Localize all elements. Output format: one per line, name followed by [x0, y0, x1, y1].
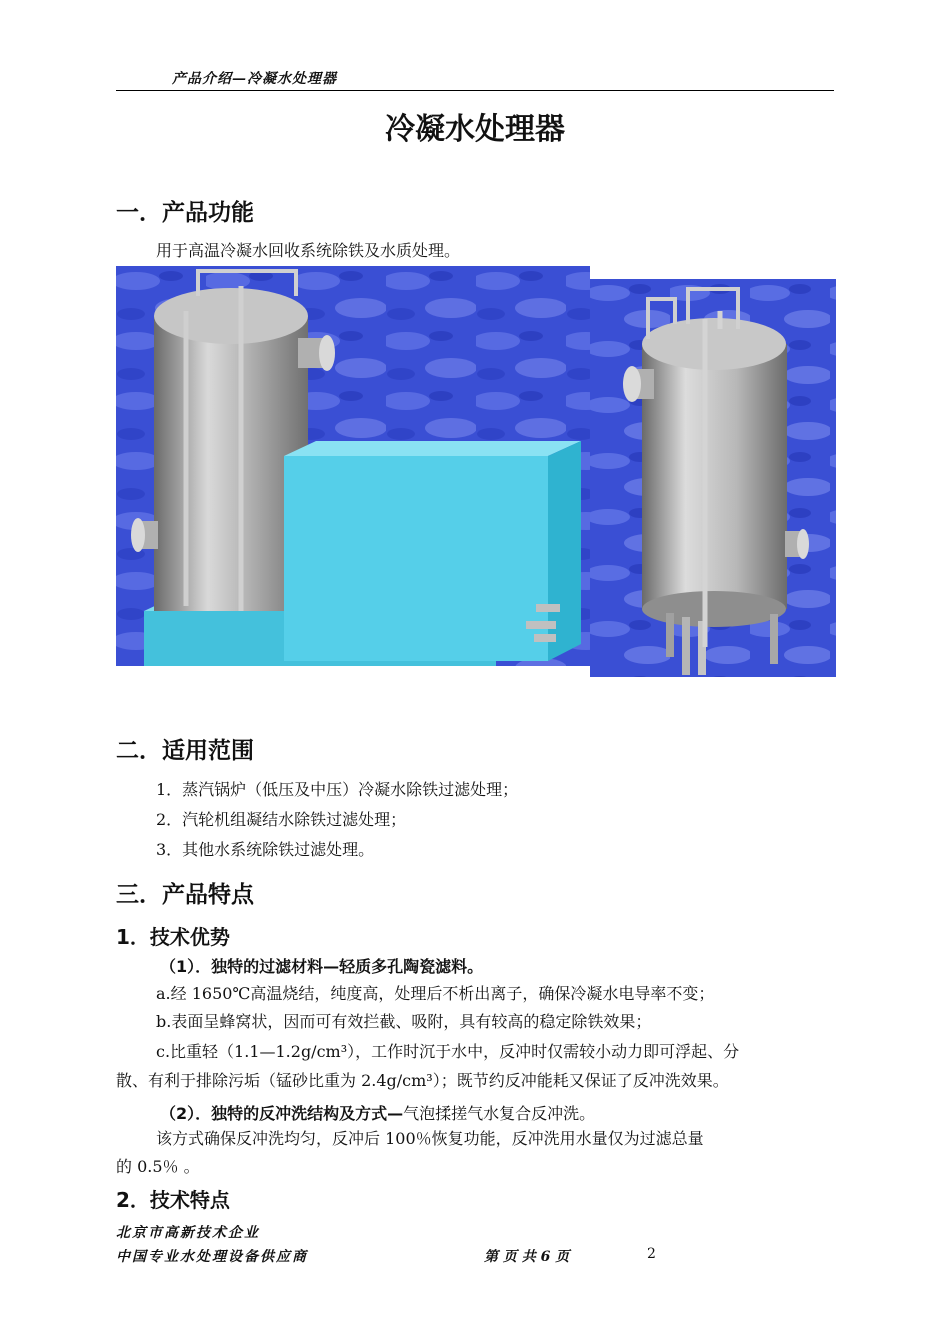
section-2-item-3: 3．其他水系统除铁过滤处理。: [156, 840, 375, 859]
document-title: 冷凝水处理器: [385, 112, 565, 147]
feature-1-point-a: a.经 1650℃高温烧结，纯度高，处理后不析出离子，确保冷凝水电导率不变；: [156, 984, 715, 1003]
subsection-technical-features-heading: 2．技术特点: [116, 1188, 230, 1212]
feature-1-point-b: b.表面呈蜂窝状，因而可有效拦截、吸附，具有较高的稳定除铁效果；: [156, 1012, 652, 1031]
section-1-heading: 一．产品功能: [116, 200, 254, 226]
footer-company-line-1: 北京市高新技术企业: [116, 1225, 260, 1241]
section-1-body: 用于高温冷凝水回收系统除铁及水质处理。: [156, 241, 461, 260]
page-header: 产品介绍—冷凝水处理器: [172, 71, 337, 87]
feature-2-title-bold: （2）．独特的反冲洗结构及方式—: [160, 1104, 404, 1123]
section-3-heading: 三．产品特点: [116, 882, 254, 908]
feature-1-title: （1）．独特的过滤材料—轻质多孔陶瓷滤料。: [160, 957, 484, 976]
product-image-standalone-tank: [590, 279, 836, 677]
footer-company-line-2: 中国专业水处理设备供应商: [116, 1249, 308, 1265]
feature-2-body-line-2: 的 0.5％ 。: [116, 1157, 200, 1176]
footer-page-number: 2: [647, 1246, 656, 1262]
footer-page-info: 第 页 共 6 页: [484, 1249, 570, 1265]
section-2-item-2: 2．汽轮机组凝结水除铁过滤处理；: [156, 810, 407, 829]
section-2-item-1: 1．蒸汽锅炉（低压及中压）冷凝水除铁过滤处理；: [156, 780, 519, 799]
feature-2-title-rest: 气泡揉搓气水复合反冲洗。: [403, 1104, 596, 1123]
subsection-technical-advantages-heading: 1．技术优势: [116, 925, 230, 949]
section-2-heading: 二．适用范围: [116, 738, 254, 764]
feature-2-body-line-1: 该方式确保反冲洗均匀，反冲后 100％恢复功能，反冲洗用水量仅为过滤总量: [156, 1129, 704, 1148]
header-divider: [116, 90, 834, 91]
product-image-tank-with-box: [116, 266, 590, 666]
feature-1-point-c-line-1: c.比重轻（1.1—1.2g/cm³），工作时沉于水中，反冲时仅需较小动力即可浮起、分: [156, 1042, 740, 1061]
feature-2-title: [160, 1101, 595, 1124]
feature-1-point-c-line-2: 散、有利于排除污垢（锰砂比重为 2.4g/cm³）；既节约反冲能耗又保证了反冲洗效果。: [116, 1071, 729, 1090]
